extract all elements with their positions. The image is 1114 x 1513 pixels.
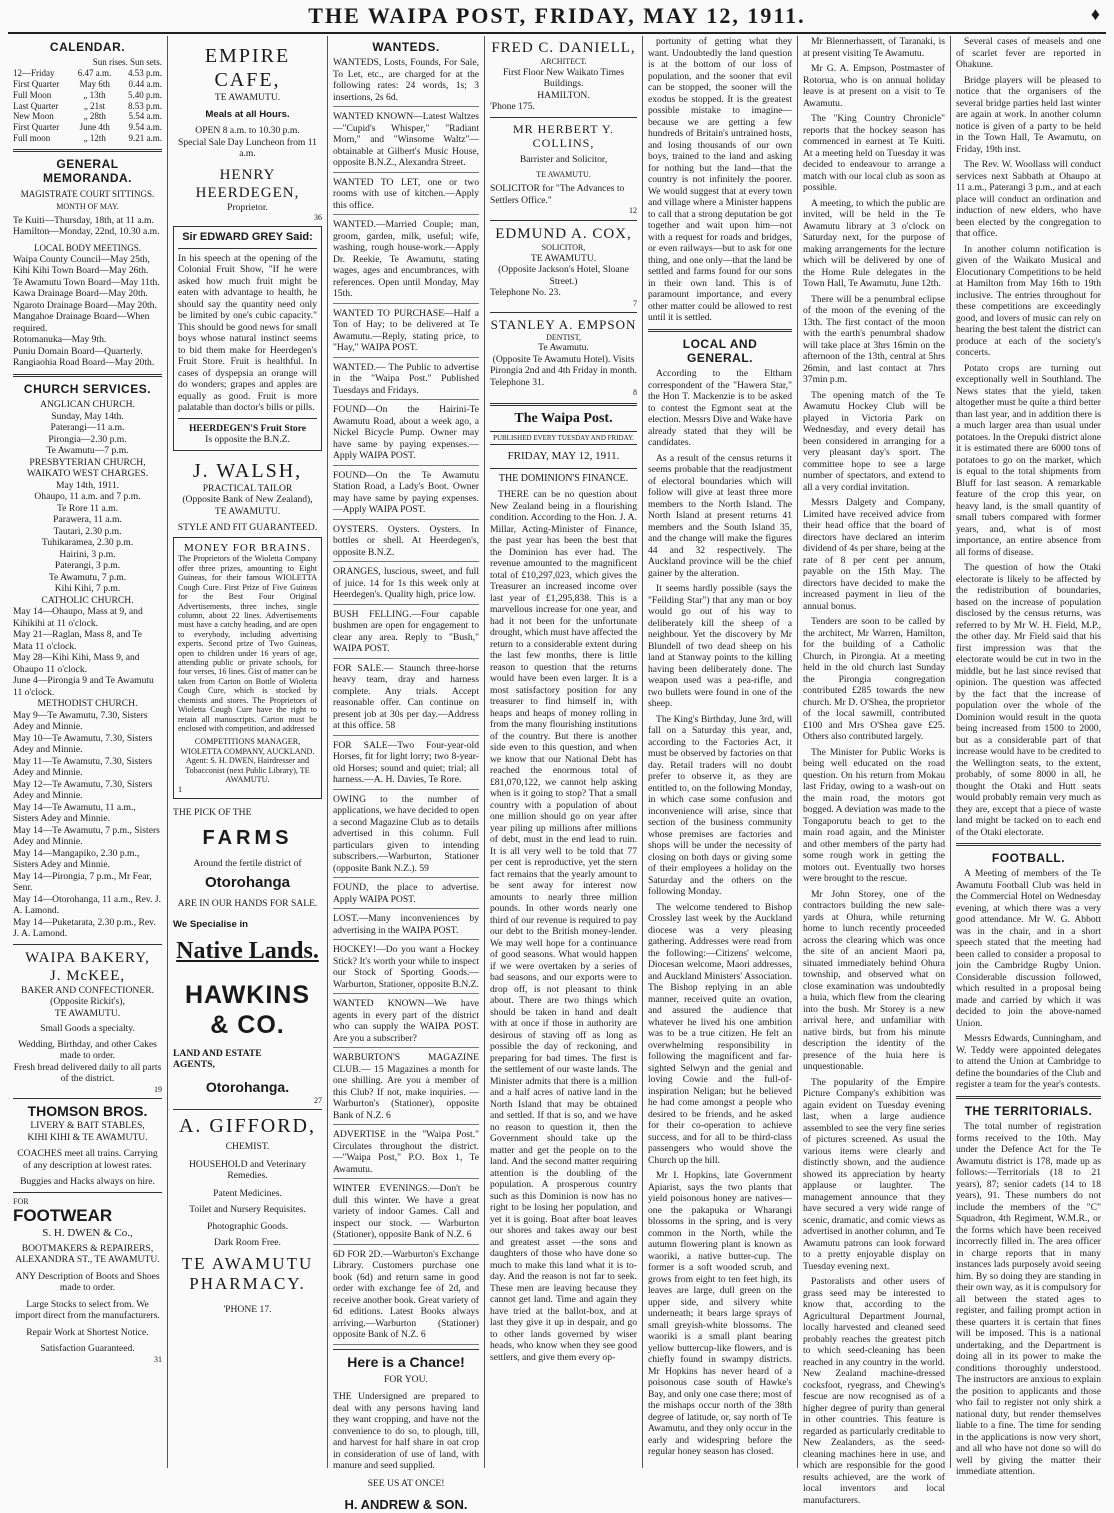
- local-general-article: [648, 368, 792, 1458]
- classified-ad: WARBURTON'S MAGAZINE CLUB.— 15 Magazines a month for one shilling. Are you a member of this Club? If not, make inquiries. — Warburton's (Stationer), opposite Bank of N.Z. 6: [333, 1052, 479, 1125]
- text-line: portunity of getting what they want. Undoubtedly the land question is at the bottom of our loss of population, and the sooner that evil can be stopped, the sooner will the exodus be stopped. It is the greatest possible mistake to imagine—because we are getting a few hundreds of Britain's untrained hosts, and losing thousands of our own boys, trained to the land and asking for nothing but the land—that the country is not infinitely the poorer. We would suggest that at every town and village where a Minister happens to call that a strong deputation be got together and wait upon him—not with a request for roads and bridges, or even railways—but to ask for one thing, and one only—that the land be settled and farms found for our sons in their own land. This is of paramount importance, and every other matter could be allowed to rest until it is settled.: [648, 36, 792, 323]
- month-label: MONTH OF MAY.: [56, 202, 119, 212]
- text-line: Hairini, 3 p.m.: [59, 548, 116, 560]
- calendar-cell: „ 21st: [83, 100, 106, 111]
- classified-ad: FOUND, the place to advertise. Apply WAIPA POST.: [333, 882, 479, 909]
- text-line: The Minister for Public Works is being well educated on the road question. On his return from Mokau last Friday, owing to a wash-out on the main road, the motors got bogged. A deviation was made to the Tongaporutu beach to get to the main road again, and the Minister and other members of the party had some rough work in getting the motors out. Eventually two horses were brought to the rescue.: [803, 746, 945, 884]
- daniell-ad: FRED C. DANIELL, ARCHITECT. First Floor New Waikato Times Buildings. HAMILTON. 'Phone 175.: [490, 40, 636, 113]
- calendar-cell: 4.53 p.m.: [127, 68, 162, 79]
- wanteds-title: WANTEDS.: [372, 40, 440, 54]
- catholic-title: CATHOLIC CHURCH.: [41, 594, 134, 606]
- local-body-title: LOCAL BODY MEETINGS.: [33, 242, 142, 253]
- gifford-ad: A. GIFFORD, CHEMIST. HOUSEHOLD and Veterinary Remedies. Patent Medicines. Toilet and Nursery Requisites. Photographic Goods. Dark Room Free. TE AWAMUTU PHARMACY. 'PHONE 17.: [178, 1115, 317, 1316]
- calendar-cell: „ 12th: [83, 132, 106, 143]
- text-line: Rotomanuka—May 9th.: [13, 334, 107, 346]
- football-article: [956, 868, 1101, 1091]
- local-body-list: [13, 254, 162, 369]
- text-line: Tautari, 2.30 p.m.: [53, 525, 122, 537]
- finance-article: [490, 489, 637, 1363]
- text-line: Puniu Domain Board—Quarterly.: [13, 345, 143, 357]
- text-line: Parawera, 11 a.m.: [53, 514, 122, 526]
- cafe-ad: EMPIRE CAFE, TE AWAMUTU. Meals at all Hours. OPEN 8 a.m. to 10.30 p.m. Special Sale Day Luncheon from 11 a.m. HENRY HEERDEGEN, Proprietor. 36: [178, 45, 322, 222]
- calendar-cell: 9.54 a.m.: [128, 122, 162, 133]
- magistrate-title: MAGISTRATE COURT SITTINGS.: [20, 188, 155, 199]
- text-line: May 14—Puketarata, 2.30 p.m., Rev. J. A. Lamond.: [13, 916, 156, 940]
- thomson-ad: THOMSON BROS. LIVERY & BAIT STABLES, KIHI KIHI & TE AWAMUTU. COACHES meet all trains. Carrying of any description at lowest rates. Buggies and Hacks always on hire.: [17, 1103, 158, 1188]
- masthead: [8, 0, 1106, 34]
- territorials-article: [956, 1121, 1101, 1478]
- text-line: Paterangi, 3 p.m.: [54, 560, 121, 572]
- anglican-title: ANGLICAN CHURCH.: [40, 399, 135, 411]
- text-line: Te Awamutu, 7 p.m.: [48, 571, 127, 583]
- text-line: Ngaroto Drainage Board—May 20th.: [13, 299, 157, 311]
- text-line: Bridge players will be pleased to notice that the organisers of the several bridge parties held last winter are again at work. In another column notice is given of a party to be held in the Town Hall, Te Awamutu, on Friday, 19th inst.: [956, 74, 1101, 155]
- calendar-cell: First Quarter: [13, 78, 60, 89]
- local-news-column-2: [956, 36, 1101, 838]
- text-line: The opening match of the Te Awamutu Hockey Club will be played in Victoria Park on Wednesday, and every detail has been considered in arranging for a very pleasant day's sport. The committee hope to see a large number of spectators, and extend to all a very cordial invitation.: [803, 389, 945, 493]
- calendar-cell: 9.21 a.m.: [128, 132, 162, 143]
- text-line: It seems hardly possible (says the "Feilding Star") that any man or boy would go out of his way to deliberately kill the sheep of a neighbour. Yet the discovery by Mr Blundell of two dead sheep on his land at Stanway points to the killing having been deliberately done. The weapon used was a pea-rifle, and two bullets were found in one of the sheep.: [648, 583, 792, 710]
- masthead-mark-icon: ♦: [1090, 4, 1102, 24]
- cox-ad: EDMUND A. COX, SOLICITOR, TE AWAMUTU. (Opposite Jackson's Hotel, Sloane Street.) Telephone No. 23. 7: [490, 226, 637, 308]
- text-line: THERE can be no question about New Zealand being in a flourishing condition. According to the Hon. J. A. Millar, Acting-Minister of Finance, the past year has been the best that the Dominion has ever had. The revenue amounted to the magnificent total of £10,297,023, which gives the Treasurer an increased income over last year of £1,295,838. This is a marvellous increase for one year, and had it not been for the unfortunate drought, which must have affected the return to a considerable extent during the last few months, there is little reason to question that the returns would have been even larger. It is a most satisfactory position for any treasurer to find himself in, with heaps and heaps of money rolling in from the many flourishing institutions of the country. But there is another side even to this question, and when we know that our National Debt has reached the enormous total of £81,070,122, we cannot help asking when is it going to stop? That a small country with a population of about one million should go on year after year piling up millions after millions of debt, must in the end lead to ruin. It is all very well to be told that 77 per cent is reproductive, yet the stern fact remains that the yearly amount to be sent away for interest now amounts to nearly three million pounds. In other words nearly one third of our revenue is required to pay our debt to the British money-lender. We may well hope for a continuance of good seasons. What would happen if we were overtaken by a series of bad seasons, and our exports were to drop off, is not pleasant to think about. There are two things which should be taken in hand and dealt with at once if those in authority are desirous of staving off as long as possible the day of reckoning, and preparing for bad times. The first is the settlement of our waste lands. The Minister admits that there is a million and a half acres of native land in the North Island that may be obtained and settled. If that is so, and we have no reason to question it, then the Government should take up the matter and get the people on to the land. And the second matter requiring attention is the doubling of the population. A prosperous country such as this Dominion is now has no right to be losing her population, and yet it is going. Boat after boat leaves our shores and takes away our best and greatest asset —the sons and daughters of those who have done so much to make this land what it is to-day. And the reason is not far to seek. These men are leaving because they cannot get land. Time and again they have tried at the ballot-box, and at last they give it up in despair, and go to other lands governed by wiser heads, who know when they see good settlers, and give them every op-: [490, 489, 637, 1363]
- column-5: [643, 36, 798, 1468]
- local-general-title: LOCAL AND GENERAL.: [682, 336, 758, 365]
- classified-ad: HOCKEY!—Do you want a Hockey Stick? It's worth your while to inspect our Stock of Sporting Goods.—Warburton, Stationer, opposite B.N.Z.: [333, 944, 479, 994]
- football-title: FOOTBALL.: [991, 851, 1066, 865]
- calendar-cell: New Moon: [13, 111, 54, 122]
- text-line: The total number of registration forms received to the 10th. May under the Defence Act for the Te Awamutu district is 178, made up as follows:—Territorials (18 to 21 years), 87; senior cadets (14 to 18 years), 91. These numbers do not include the members of the "C" Squadron, 4th Regiment, W.M.R., or the forms which have been received incorrectly filled in. The area officer in charge reports that in many instances lads purposely avoid seeing him. By so doing they are standing in their own way, as it is compulsory for all between the stated ages to register, and failing prompt action in these quarters it is certain that fines will be imposed. This is a national undertaking, and the Department is doing all in its power to make the conditions thoroughly understood. The instructors are anxious to explain the position to applicants and those who fail to register not only shirk a national duty, but render themselves liable to a fine. The time for sending in the applications is now very short, and all who have not done so will do well by giving the matter their immediate attention.: [956, 1121, 1101, 1478]
- classified-ad: WANTED KNOWN—We have agents in every part of the district who can supply the WAIPA POST. Are you a subscriber?: [333, 998, 479, 1048]
- newspaper-page: [8, 36, 1106, 1513]
- text-line: In another column notification is given of the Waikato Musical and Elocutionary Competitions to be held at Hamilton from May 16th to 19th inclusive. The entries throughout for these competitions are exceedingly good, and lovers of music can rely on hearing the best talent the district can produce at each of the society's concerts.: [956, 243, 1101, 358]
- text-line: The welcome tendered to Bishop Crossley last week by the Auckland diocese was a very pleasing gathering. Addresses were read from the following:—Citizens' welcome, Diocesan welcome, Maori addresses, and Auckland Ministers' Association. The Bishop replying in an able manner, received quite an ovation, and assured the audience that whatever he lived his one ambition was to be a true citizen. He felt an overwhelming responsibility in following the magnificent and far-sighted Selwyn and the genial and loving Cowie and the full-of-inspiration Neligan; but he believed he had come amongst a people who desired to be friends, and he asked for their co-operation to achieve success, and for all to be third-class passengers who would shove the Church up the hill.: [648, 901, 792, 1166]
- dwen-ad: FOR FOOTWEAR S. H. DWEN & Co., BOOTMAKERS & REPAIRERS, ALEXANDRA ST., TE AWAMUTU. ANY Description of Boots and Shoes made to order. Large Stocks to select from. We import direct from the manufacturers. Repair Work at Shortest Notice. Satisfaction Guaranteed. 31: [13, 1196, 162, 1364]
- calendar-cell: 0.44 a.m.: [128, 78, 162, 89]
- text-line: Te Awamutu Town Board—May 11th.: [13, 276, 160, 288]
- classified-ad: 6D FOR 2D.—Warburton's Exchange Library. Customers purchase one book (6d) and return same in good order with exchange fee of 2d, and receive another book. Great variety of 6d editions. Latest Books always arriving.—Warburton (Stationer) opposite Bank of N.Z. 6: [333, 1249, 479, 1345]
- text-line: May 14—Pirongia, 7 p.m., Mr Fear, Senr.: [13, 870, 152, 894]
- text-line: May 14—Te Awamutu, 11 a.m., Sisters Adey and Minnie.: [13, 801, 136, 825]
- text-line: May 12—Te Awamutu, 7.30, Sisters Adey and Minnie.: [13, 778, 153, 802]
- text-line: Paterangi—11 a.m.: [50, 422, 125, 434]
- classified-ad: OWING to the number of applications, we have decided to open a second Magazine Club as to details advertised in this column. Full particulars given to intending subscribers.—Warburton, Stationer (opposite Bank N.Z.). 59: [333, 794, 479, 879]
- text-line: The King's Birthday, June 3rd, will fall on a Saturday this year, and, according to the Factories Act, it must be observed by factories on that day. Retail traders will no doubt prefer to observe it, as they are entitled to, on the following Monday, in which case some confusion and inconvenience will arise, since that section of the business community whose premises are factories and shops will be under the necessity of closing on both days or giving some of their employees a holiday on the Saturday and the others on the following Monday.: [648, 713, 792, 898]
- presbyterian-title: PRESBYTERIAN CHURCH,: [29, 456, 146, 468]
- text-line: According to the Eltham correspondent of the "Hawera Star," the Hon T. Mackenzie is to be asked to contest the Egmont seat at the election. Messrs Dive and Wake have already stated that they will be candidates.: [648, 368, 792, 449]
- calendar-cell: May 6th: [79, 78, 110, 89]
- text-line: Kihi Kihi Town Board—May 26th.: [13, 265, 149, 277]
- column-2: [168, 36, 328, 1468]
- text-line: Mr I. Hopkins, late Government Apiarist, says the two plants that yield poisonous honey are natives—one the pakapuka or Wharangi blossoms in the spring, and is very common in the North, while the autumn flowering plant is known as waoriki, a native butter-cup. The former is a soft wooded scrub, and grows from eight to ten feet high, its leaves are large, dull green on the upper side, and silvery white underneath; it bears large sprays of small greyish-white blossoms. The waoriki is a small plant bearing yellow buttercup-like flowers, and is chiefly found in swampy districts. Mr Hopkins has never heard of a poisonous case south of Hawke's Bay, and only one case there; most of the mishaps occur north of the 38th degree of latitude, or, say north of Te Awamutu, and they only occur in the early and widespring before the regular honey season has closed.: [648, 1170, 792, 1458]
- calendar-cell: „ 13th: [83, 89, 106, 100]
- catholic-list: [13, 606, 162, 698]
- calendar-head: Sun rises. Sun sets.: [92, 57, 162, 68]
- calendar-row: [13, 111, 162, 122]
- column-3: [328, 36, 485, 1513]
- finance-title: THE DOMINION'S FINANCE.: [498, 473, 629, 485]
- text-line: Pastoralists and other users of grass seed may be interested to know that, according to the Agricultural Department Journal, locally harvested and cleaned seed probably reaches the greatest pitch to which seed-cleaning has been reached in any country in the world. New Zealand machine-dressed cocksfoot, ryegrass, and Chewing's fescue are now recognised as of a higher degree of purity than general in other countries. This feature is regarded as particularly creditable to New Zealanders, as the seed-cleaning machines here in use, and which are responsible for the good results achieved, are the work of local inventors and local manufacturers.: [803, 1276, 945, 1506]
- masthead-title: THE WAIPA POST, FRIDAY, MAY 12, 1911.: [308, 3, 806, 28]
- text-line: As a result of the census returns it seems probable that the readjustment of electoral boundaries which will follow will give at least three more members to the North Island. The North Island at present returns 41 members and the South Island 35, and the change will make the figures 44 and 32 respectively. The Auckland province will be the chief gainer by the alteration.: [648, 452, 792, 579]
- text-line: May 11—Te Awamutu, 7.30, Sisters Adey and Minnie.: [13, 755, 153, 779]
- column-4: [485, 36, 643, 1468]
- classified-ad: FOR SALE—Two Four-year-old Horses, fit for light lorry; two 8-year-old Horses; sound and quiet; trial; all harness.—A. H. Davies, Te Rore.: [333, 740, 479, 790]
- published-line: PUBLISHED EVERY TUESDAY AND FRIDAY.: [490, 431, 637, 445]
- text-line: Te Rore 11 a.m.: [56, 502, 119, 514]
- text-line: Te Kuiti—Thursday, 18th, at 11 a.m.: [13, 214, 154, 226]
- calendar-cell: Last Quarter: [13, 100, 59, 111]
- text-line: May 21—Raglan, Mass 8, and Te Mata 11 o'clock.: [13, 629, 142, 652]
- text-line: The "King Country Chronicle" reports that the hockey season has commenced in earnest at Te Kuiti. At a meeting held on Tuesday it was decided to endeavour to arrange a match with our local club as soon as possible.: [803, 113, 945, 193]
- presbyterian-subtitle: WAIKATO WEST CHARGES.: [26, 468, 149, 480]
- grey-fruit-ad: Sir EDWARD GREY Said: In his speech at the opening of the Colonial Fruit Show, "If he were asked how much fruit might be eaten with advantage to health, he should say the quantity need only be limited by one's cubic capacity." This should be good news for small boys whose natural instinct seems to bid them make for Heerdegen's Fruit Store. Fruit is healthful. In cases of dyspepsia an orange will do wonders; grapes and apples are equally as good. Fruit is more palatable than doctor's bills or pills. HEERDEGEN'S Fruit Store Is opposite the B.N.Z.: [173, 226, 322, 451]
- text-line: Mr Blennerhassett, of Taranaki, is at present visiting Te Awamutu.: [803, 36, 945, 59]
- text-line: May 14—Ohaupo, Mass at 9, and Kihikihi at 11 o'clock.: [13, 606, 143, 629]
- text-line: A meeting, to which the public are invited, will be held in the Te Awamutu library at 3 o'clock on Saturday next, for the purpose of making arrangements for the lecture which will be delivered by one of the Home Rule delegates in the Town Hall, Te Awamutu, June 12th.: [803, 197, 945, 289]
- text-line: Tuhikaramea, 2.30 p.m.: [41, 537, 134, 549]
- text-line: Kihi Kihi, 7 p.m.: [54, 583, 121, 595]
- classified-ad: WANTED TO LET, one or two rooms with use of kitchen.—Apply this office.: [333, 177, 479, 216]
- classified-ad: FOUND—On the Hairini-Te Awamutu Road, about a week ago, a Nickel Bicycle Pump. Owner may have same by paying expenses.—Apply WAIPA POST.: [333, 404, 479, 466]
- calendar-cell: Full moon: [13, 132, 51, 143]
- text-line: May 14—Otorohanga, 11 a.m., Rev. J. A. Lamond.: [13, 893, 161, 917]
- text-line: May 14th, 1911.: [55, 479, 120, 491]
- text-line: Mr G. A. Empson, Postmaster of Rotorua, who is on annual holiday leave is at present on a visit to Te Awamutu.: [803, 63, 945, 109]
- calendar-cell: 8.53 p.m.: [127, 100, 162, 111]
- classified-ad: WINTER EVENINGS.—Don't be dull this winter. We have a great variety of indoor Games. Call and inspect our stock. — Warburton (Stationer), opposite Bank of N.Z. 6: [333, 1183, 479, 1245]
- text-line: May 28—Kihi Kihi, Mass 9, and Ohaupo 11 o'clock.: [13, 652, 140, 675]
- calendar-row: [13, 122, 162, 133]
- calendar-row: [13, 79, 162, 90]
- text-line: Kawa Drainage Board—May 20th.: [13, 288, 148, 300]
- calendar-cell: First Quarter: [13, 122, 60, 133]
- calendar-row: [13, 101, 162, 112]
- issue-date: FRIDAY, MAY 12, 1911.: [507, 450, 620, 463]
- text-line: May 14—Te Awamutu, 7 p.m., Sisters Adey and Minnie.: [13, 824, 160, 848]
- classified-ad: ORANGES, luscious, sweet, and full of juice. 14 for 1s this week only at Heerdegen's. Quality high, price low.: [333, 566, 479, 605]
- local-news-column: [803, 36, 945, 1506]
- text-line: There will be a penumbral eclipse of the moon of the evening of the 13th. The first contact of the moon with the earth's penumbral shadow will take place at 3hrs 16min on the afternoon of the 13th, central at 5hrs 26min, and last contact at 7hrs 37min p.m.: [803, 293, 945, 385]
- classified-ad: OYSTERS. Oysters. Oysters. In bottles or shell. At Heerdegen's, opposite B.N.Z.: [333, 524, 479, 563]
- wanteds-list: [333, 57, 479, 1345]
- text-line: Waipa County Council—May 25th,: [13, 253, 150, 265]
- text-line: May 9—Te Awamutu, 7.30, Sisters Adey and Minnie.: [13, 709, 148, 733]
- classified-ad: WANTED TO PURCHASE—Half a Ton of Hay; to be delivered at Te Awamutu.—Reply, stating price, to "Hay," WAIPA POST.: [333, 308, 479, 358]
- text-line: Sunday, May 14th.: [51, 410, 124, 422]
- text-line: The Rev. W. Woollass will conduct services next Sabbath at Ohaupo at 11 a.m., Paterangi 3 p.m., and at each place will conduct an ordination and induction of new elders, who have been elected by the congregation to that office.: [956, 159, 1101, 239]
- classified-ad: ADVERTISE in the "Waipa Post." Circulates throughout the district.—"Waipa Post," P.O. Box 1, Te Awamutu.: [333, 1129, 479, 1179]
- chance-ad: Here is a Chance! FOR YOU. THE Undersigned are prepared to deal with any persons having land they want cropping, and have not the convenience to do so, to plough, till, and harvest for half share in oat crop in consideration of use of land, with manure and seed supplied. SEE US AT ONCE! H. ANDREW & SON.: [333, 1353, 479, 1513]
- column-6: [798, 36, 951, 1506]
- calendar-row: [13, 90, 162, 101]
- calendar-cell: 5.40 p.m.: [127, 89, 162, 100]
- column-7: [951, 36, 1106, 1478]
- empson-ad: STANLEY A. EMPSON DENTIST, Te Awamutu. (Opposite Te Awamutu Hotel). Visits Pirongia 2nd and 4th Friday in month. Telephone 31. 8: [490, 317, 637, 398]
- church-title: CHURCH SERVICES.: [23, 381, 152, 396]
- calendar-cell: Full Moon: [13, 89, 52, 100]
- calendar-row: [13, 133, 162, 144]
- text-line: Te Awamutu—7 p.m.: [46, 445, 129, 457]
- text-line: May 10—Te Awamutu, 7.30, Sisters Adey and Minnie.: [13, 732, 153, 756]
- bakery-ad: WAIPA BAKERY, J. McKEE, BAKER AND CONFECTIONER. (Opposite Rickit's), TE AWAMUTU. Small Goods a specialty. Wedding, Birthday, and other Cakes made to order. Fresh bread delivered daily to all parts of the district. 19: [13, 949, 162, 1094]
- text-line: Hamilton—Monday, 22nd, 10.30 a.m.: [13, 226, 160, 238]
- finance-article-cont: [648, 36, 792, 324]
- calendar-title: CALENDAR.: [49, 40, 126, 54]
- memo-title: GENERAL MEMORANDA.: [43, 156, 132, 186]
- text-line: Several cases of measels and one of scarlet fever are reported in Ohakune.: [956, 36, 1101, 70]
- presbyterian-list: [13, 480, 162, 595]
- text-line: June 4—Pirongia 9 and Te Awamutu 11 o'clock.: [13, 675, 154, 698]
- money-brains-ad: MONEY FOR BRAINS. The Proprietors of the Wioletta Company offer three prizes, amounting to Eight Guineas, for their famous WIOLETTA Cough Cure. First Prize of Five Guineas for the Best Four Original Advertisements, three inches, single column, about 22 lines. Advertisements must have a catchy heading, and are open to everybody, including advertising experts. Second prize of Two Guineas, open to children under 16 years of age, attending public or private schools, for four verses, 16 lines. Gist of matter can be taken from Carton on Bottle of Wioletta Cough Cure, which is stocked by chemists and stores. The Proprietors of Wioletta Cough Cure have the right to retain all manuscripts. Carton must be enclosed with competition, and addressed COMPETITIONS MANAGER, WIOLETTA COMPANY, AUCKLAND. Agent: S. H. DWEN, Hairdresser and Tobacconist (next Public Library), TE AWAMUTU. 1: [173, 537, 322, 799]
- calendar-cell: 12—Friday: [13, 68, 55, 79]
- classified-ad: LOST.—Many inconveniences by advertising in the WAIPA POST.: [333, 913, 479, 940]
- classified-ad: FOR SALE.— Staunch three-horse heavy team, dray and harness complete. Any trials. Accept reasonable offer. Can continue on present job at 30s per day.—Address at this office. 58: [333, 663, 479, 736]
- calendar-cell: June 4th: [79, 122, 110, 133]
- text-line: Ohaupo, 11 a.m. and 7 p.m.: [34, 491, 141, 503]
- calendar-cell: 5.54 a.m.: [128, 111, 162, 122]
- collins-ad: MR HERBERT Y. COLLINS, Barrister and Solicitor, TE AWAMUTU. SOLICITOR for "The Advances to Settlers Office." 12: [490, 121, 637, 216]
- territorials-title: THE TERRITORIALS.: [964, 1103, 1093, 1118]
- classified-ad: WANTED.—Married Couple; man, groom, garden, milk, useful; wife, washing, rough house-work.—Apply Dr. Reekie, Te Awamutu, stating wages, ages and encumbrances, with references. Open until Monday, May 15th.: [333, 219, 479, 304]
- walsh-ad: J. WALSH, PRACTICAL TAILOR (Opposite Bank of New Zealand), TE AWAMUTU. STYLE AND FIT GUARANTEED.: [177, 459, 318, 534]
- methodist-list: [13, 710, 162, 940]
- anglican-list: [13, 411, 162, 457]
- text-line: The question of how the Otaki electorate is likely to be affected by the redistribution of boundaries, based on the increase of population disclosed by the census returns, was referred to by Mr W. H. Field, M.P., the other day. Mr Field said that his first impression was that the electorate would be cut in two in the middle, but he last since revised that opinion. The question was affected by the fact that the increase of population over the whole of the Dominion would result in the quota being increased from 1500 to 2000, but as a considerable part of that increase would have to be credited to the Wellington seats, to the extent, probably, of some 8000 in all, he thought the Otaki and Hutt seats would probably remain very much as they are, except that a piece of waste land might be tacked on to each end of the Otaki electorate.: [956, 562, 1101, 838]
- paper-title: The Waipa Post.: [514, 411, 613, 427]
- text-line: Messrs Dalgety and Company, Limited have received advice from their head office that the board of directors have declared an interim dividend of 4s per share, being at the rate of 8 per cent per annum, payable on the 15th May. The directors have decided to make the increased payment in lieu of the annual bonus.: [803, 497, 945, 612]
- classified-ad: BUSH FELLING.—Four capable bushmen are open for engagement to clear any area. Reply to "Bush," WAIPA POST.: [333, 609, 479, 659]
- calendar-table: [13, 68, 162, 144]
- text-line: Rangiaohia Road Board—May 20th.: [13, 357, 155, 369]
- text-line: Tenders are soon to be called by the architect, Mr Warren, Hamilton, for the building of a Catholic Church, in Pirongia. At a meeting held in the old church last Sunday the Pirongia congregation contributed £285 towards the new church. Mr D. O'Shea, the proprietor of the local sawmill, contributed £100 and Mrs O'Shea gave £25. Others also contributed largely.: [803, 616, 945, 742]
- calendar-cell: 6.47 a.m.: [77, 68, 112, 79]
- text-line: Mr John Storey, one of the contractors building the new sale-yards at Ohura, while returning home to lunch recently proceeded across the clearing which was once the site of an ancient Maori pa, situated immediately behind Ohura township, and observed what on close examination was undoubtedly a huia, which flew from the clearing into the bush. Mr Storey is a new arrival here, and unfamiliar with native birds, but from his minute description the identity of the presence of the huia here is unquestionable.: [803, 888, 945, 1072]
- text-line: May 14—Mangapiko, 2.30 p.m., Sisters Adey and Minnie.: [13, 847, 140, 871]
- classified-ad: WANTED.— The Public to advertise in the "Waipa Post." Published Tuesdays and Fridays.: [333, 362, 479, 401]
- text-line: Mangahoe Drainage Board—When required.: [13, 311, 150, 334]
- classified-ad: FOUND—On the Te Awamutu Station Road, a Lady's Boot. Owner may have same by paying expenses.—Apply WAIPA POST.: [333, 470, 479, 520]
- methodist-title: METHODIST CHURCH.: [37, 698, 138, 710]
- text-line: Pirongia—2.30 p.m.: [48, 433, 127, 445]
- text-line: The popularity of the Empire Picture Company's exhibition was again evident on Tuesday evening last, when a large audience assembled to see the very fine series of pictures screened. As usual the various items were clearly and distinctly shown, and the audience showed its appreciation by hearty applause or laughter. The management announce that they have secured a very wide range of scenic, dramatic, and comic views as advertised in another column, and Te Awamutu patrons can look forward to a pretty enjoyable display on Tuesday evening next.: [803, 1076, 945, 1272]
- text-line: Potato crops are turning out exceptionally well in Southland. The News states that the yield, taken altogether must be quite a third better than last year, and in addition there is a much larger area than usual under potatoes. In the Orepuki district alone it is estimated there are 6000 tons of potatoes to go on the market, which is equal to the total shipments from Bluff for last season. A remarkable feature of the crop this year, on heavy land, is the small quantity of small tubers compared with former years, and, what is of most importance, an entire absence from all forms of disease.: [956, 362, 1101, 558]
- text-line: Messrs Edwards, Cunningham, and W. Teddy were appointed delegates to attend the Union at Cambridge to define the boundaries of the Club and register a team for the year's contests.: [956, 1033, 1101, 1091]
- classified-ad: WANTED KNOWN—Latest Waltzes—"Cupid's Whisper," "Radiant Morn," and "Winsome Waltz"—obtainable at Gilbert's Music House, opposite B.N.Z., Alexandra Street.: [333, 111, 479, 173]
- calendar-cell: „ 28th: [83, 111, 106, 122]
- text-line: A Meeting of members of the Te Awamutu Football Club was held in the Commercial Hotel on Wednesday evening, at which there was a very good attendance. Mr W. G. Abbott was in the chair, and in a short speech stated that the meeting had been called to consider a proposal to join the Cambridge Rugby Union. Considerable discussion followed, which resulted in a proposal being made and carried by which it was decided to join the above-named Union.: [956, 868, 1101, 1029]
- calendar-row: [13, 68, 162, 79]
- classified-ad: WANTEDS, Losts, Founds, For Sale, To Let, etc., are charged for at the following rates: 24 words, 1s; 3 insertions, 2s 6d.: [333, 57, 479, 107]
- hawkins-ad: THE PICK OF THE FARMS Around the fertile district of Otorohanga ARE IN OUR HANDS FOR SALE. We Specialise in Native Lands. HAWKINS & CO. LAND AND ESTATE AGENTS, Otorohanga. 27: [173, 806, 322, 1105]
- column-1: [8, 36, 168, 1468]
- court-list: [13, 215, 162, 238]
